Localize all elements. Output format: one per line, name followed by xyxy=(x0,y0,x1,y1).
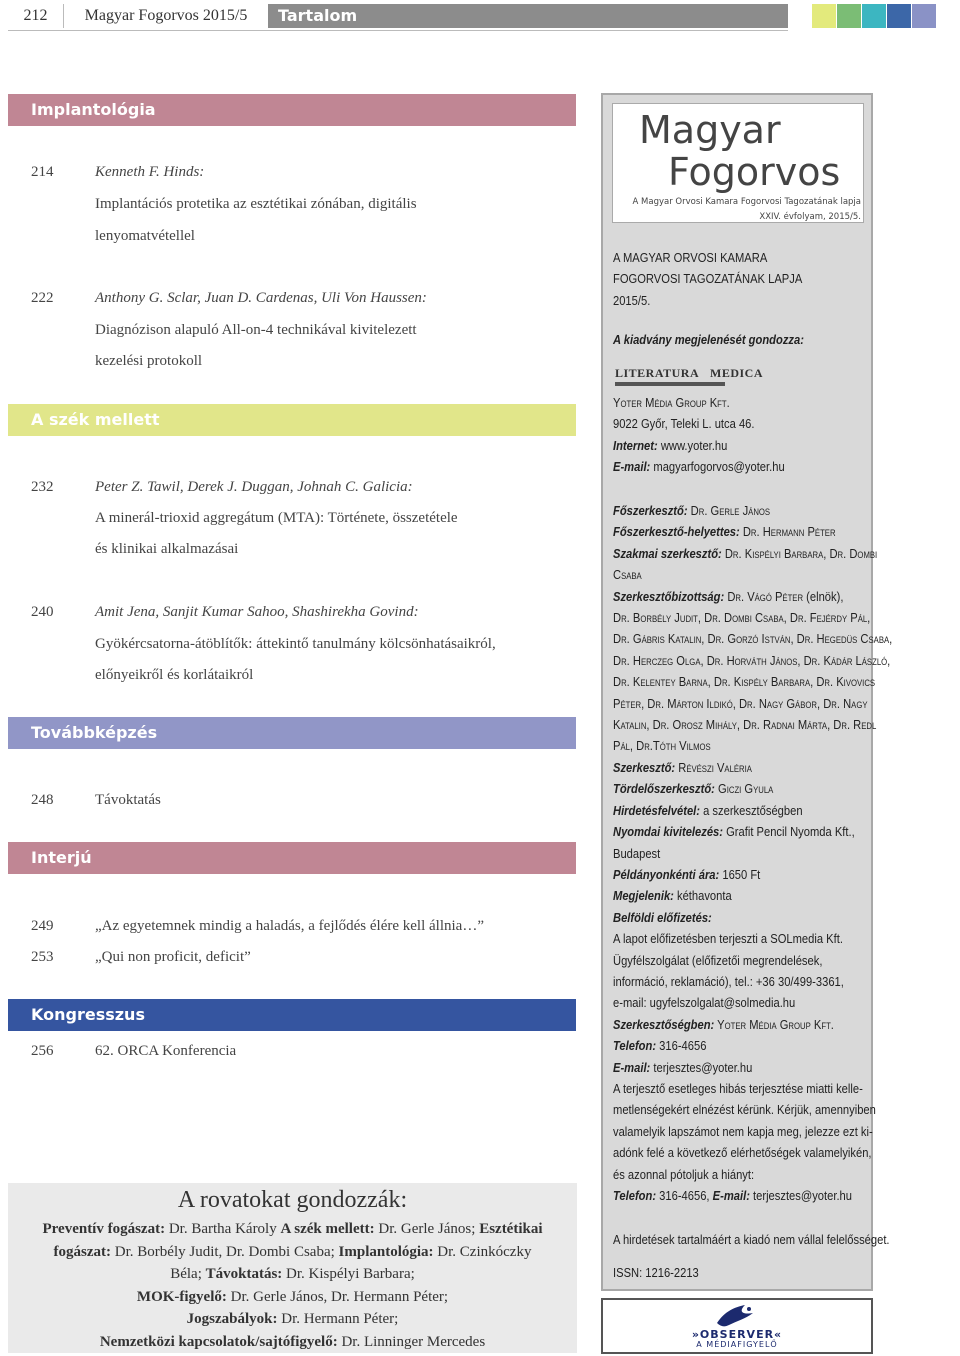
credits-line xyxy=(613,843,892,864)
column-label: A szék mellett: xyxy=(280,1221,375,1237)
masthead xyxy=(612,103,864,223)
header-divider xyxy=(8,30,788,31)
editors-box-title: A rovatokat gondozzák: xyxy=(177,1187,408,1213)
credits-block xyxy=(613,500,892,1206)
credits-value: Dr. Gerle János xyxy=(687,503,771,518)
credits-value: Péter, Dr. Márton Ildikó, Dr. Nagy Gábor, Dr. Nagy xyxy=(613,695,868,711)
credits-label: Példányonkénti ára: xyxy=(613,866,720,882)
toc-title-line[interactable]: és klinikai alkalmazásai xyxy=(95,541,239,557)
credits-line xyxy=(613,671,892,692)
toc-title-line[interactable]: Gyökércsatorna-átöblítők: áttekintő tanulmány kölcsönhatásaikról, xyxy=(95,636,496,652)
color-square xyxy=(862,4,886,28)
color-square xyxy=(912,4,936,28)
intro-line: FOGORVOSI TAGOZATÁNAK LAPJA xyxy=(613,271,803,287)
column-editor: Dr. Borbély Judit, Dr. Dombi Csaba; xyxy=(111,1243,339,1260)
intro-line: 2015/5. xyxy=(613,292,651,308)
section-bar-interju: Interjú xyxy=(8,842,576,874)
credits-value: Pál, Dr.Tóth Vilmos xyxy=(613,738,711,754)
credits-value: kéthavonta xyxy=(673,888,732,904)
observer-tagline: A MÉDIAFIGYELŐ xyxy=(696,1340,778,1349)
editors-line xyxy=(14,1308,571,1331)
credits-value: Katalin, Dr. Orosz Mihály, Dr. Radnai Márta, Dr. Redl xyxy=(613,717,877,733)
issn: ISSN: 1216-2213 xyxy=(613,1265,699,1280)
column-label: Jogszabályok: xyxy=(186,1311,278,1327)
column-label: Preventív fogászat: xyxy=(42,1221,166,1237)
credits-line xyxy=(613,1078,892,1099)
editors-line xyxy=(14,1241,571,1264)
toc-title-line[interactable]: A minerál-trioxid aggregátum (MTA): Története, összetétele xyxy=(95,510,458,526)
credits-value: 316-4656, xyxy=(656,1188,713,1203)
credits-value: és azonnal pótoljuk a hiányt: xyxy=(613,1166,755,1182)
credits-line xyxy=(613,714,892,735)
toc-title-line[interactable]: előnyeikről és korlátaikról xyxy=(95,667,254,683)
credits-value: terjesztes@yoter.hu xyxy=(749,1188,852,1203)
credits-label: E-mail: xyxy=(613,1059,651,1075)
toc-page-number: 240 xyxy=(31,604,54,620)
credits-value: (elnök), xyxy=(803,588,844,604)
credits-line xyxy=(613,1057,892,1078)
color-square xyxy=(887,4,911,28)
column-editor: Dr. Gerle János, Dr. Hermann Péter; xyxy=(226,1288,449,1305)
credits-value: Dr. Vágó Péter xyxy=(724,588,804,604)
toc-page-number: 249 xyxy=(31,918,54,934)
credits-label: Nyomdai kivitelezés: xyxy=(613,824,723,840)
toc-title-line[interactable]: „Az egyetemnek mindig a haladás, a fejlődés élére kell állnia…” xyxy=(95,918,484,934)
toc-title-line[interactable]: kezelési protokoll xyxy=(95,353,203,369)
toc-authors[interactable]: Kenneth F. Hinds: xyxy=(95,164,205,180)
credits-line xyxy=(613,928,892,949)
website-link[interactable]: www.yoter.hu xyxy=(657,437,728,453)
logo-text: LITERATURA xyxy=(615,366,700,380)
credits-line xyxy=(613,1142,892,1163)
credits-label: Szerkesztőségben: xyxy=(613,1016,715,1032)
column-editor: Dr. Bartha Károly xyxy=(165,1221,281,1237)
toc-authors[interactable]: Anthony G. Sclar, Juan D. Cardenas, Uli Von Haussen: xyxy=(95,290,427,306)
credits-line xyxy=(613,521,892,542)
editors-line xyxy=(14,1331,571,1354)
publisher-internet: Internet: www.yoter.hu xyxy=(613,437,728,453)
column-label: fogászat: xyxy=(53,1243,112,1260)
toc-title-line[interactable]: Távoktatás xyxy=(95,792,161,808)
credits-value: 1650 Ft xyxy=(719,866,761,882)
section-bar-tovabbkepzes: Továbbképzés xyxy=(8,717,576,749)
credits-label: Telefon: xyxy=(613,1188,657,1203)
credits-line xyxy=(613,1121,892,1142)
column-editor: Dr. Gerle János; xyxy=(374,1221,480,1237)
credits-line xyxy=(613,607,892,628)
credits-line xyxy=(613,693,892,714)
page-header xyxy=(0,0,960,32)
credits-value: Dr. Herczeg Olga, Dr. Horváth János, Dr. Kádár László, xyxy=(613,652,891,668)
credits-line xyxy=(613,500,892,521)
section-bar-a-szek-mellett: A szék mellett xyxy=(8,404,576,436)
credits-line xyxy=(613,735,892,756)
imprint-intro xyxy=(613,247,802,311)
color-square xyxy=(837,4,861,28)
credits-label: Belföldi előfizetés: xyxy=(613,909,712,925)
credits-value: a szerkesztőségben xyxy=(699,802,803,818)
column-editor: Dr. Kispélyi Barbara; xyxy=(282,1266,415,1282)
credits-value: adónk felé a következő elérhetőségek valamelyikén, xyxy=(613,1145,872,1161)
masthead-subtitle: A Magyar Orvosi Kamara Fogorvosi Tagozatának lapja xyxy=(632,197,861,207)
column-label: Nemzetközi kapcsolatok/sajtófigyelő: xyxy=(99,1333,338,1350)
credits-line xyxy=(613,992,892,1013)
toc-authors[interactable]: Amit Jena, Sanjit Kumar Sahoo, Shashirekha Govind: xyxy=(95,604,419,620)
publisher-address: 9022 Győr, Teleki L. utca 46. xyxy=(613,416,755,432)
credits-line xyxy=(613,800,892,821)
credits-value: Grafit Pencil Nyomda Kft., xyxy=(722,824,855,840)
editors-box-text xyxy=(8,1218,577,1353)
masthead-title-1: Magyar xyxy=(639,108,781,152)
credits-value: Révészi Valéria xyxy=(675,759,752,775)
credits-line xyxy=(613,1035,892,1056)
column-label: Implantológia: xyxy=(338,1243,434,1260)
intro-line: A MAGYAR ORVOSI KAMARA xyxy=(613,250,768,265)
section-tab: Tartalom xyxy=(268,4,788,28)
credits-label: Szakmai szerkesztő: xyxy=(613,545,722,561)
toc-authors[interactable]: Peter Z. Tawil, Derek J. Duggan, Johnah C. Galicia: xyxy=(95,479,413,495)
credits-label: Tördelőszerkesztő: xyxy=(613,781,715,797)
credits-line xyxy=(613,564,892,585)
toc-title-line[interactable]: lenyomatvétellel xyxy=(95,228,195,244)
credits-value: Dr. Hermann Péter xyxy=(739,524,836,540)
editors-line xyxy=(14,1263,571,1286)
toc-page-number: 232 xyxy=(31,479,54,495)
logo-bar xyxy=(615,382,725,386)
observer-logo xyxy=(601,1298,873,1354)
credits-value: metlenségekért elnézést kérünk. Kérjük, amennyiben xyxy=(613,1102,876,1118)
literatura-medica-logo xyxy=(615,364,765,388)
credits-line xyxy=(613,543,892,564)
toc-page-number: 248 xyxy=(31,792,54,808)
credits-line xyxy=(613,971,892,992)
credits-value: Ügyfélszolgálat (előfizetői megrendelések, xyxy=(613,952,823,968)
logo-text: MEDICA xyxy=(710,366,763,380)
credits-value: Dr. Borbély Judit, Dr. Dombi Csaba, Dr. Fejérdy Pál, xyxy=(613,610,871,626)
credits-line xyxy=(613,864,892,885)
column-label: Távoktatás: xyxy=(205,1266,283,1282)
toc-page-number: 256 xyxy=(31,1043,54,1059)
credits-value: A terjesztő esetleges hibás terjesztése miatti kelle- xyxy=(613,1080,863,1096)
toc-title-line[interactable]: Diagnózison alapuló All-on-4 technikával kivitelezett xyxy=(95,322,417,338)
toc-title-line[interactable]: 62. ORCA Konferencia xyxy=(95,1043,237,1059)
credits-label: Szerkesztőbizottság: xyxy=(613,588,725,604)
journal-title: Magyar Fogorvos 2015/5 xyxy=(84,7,248,24)
page-number: 212 xyxy=(8,4,64,28)
publisher-block xyxy=(613,392,785,478)
credits-label: Hirdetésfelvétel: xyxy=(613,802,700,818)
credits-line xyxy=(613,1014,892,1035)
credits-line xyxy=(613,821,892,842)
column-editor: Dr. Hermann Péter; xyxy=(277,1311,399,1327)
toc-title-line[interactable]: „Qui non proficit, deficit” xyxy=(95,949,251,965)
toc-page-number: 253 xyxy=(31,949,54,965)
section-bar-kongresszus: Kongresszus xyxy=(8,999,576,1031)
credits-label: Szerkesztő: xyxy=(613,759,676,775)
credits-label: Főszerkesztő: xyxy=(613,503,688,518)
toc-page-number: 214 xyxy=(31,164,54,180)
column-editor: Dr. Linninger Mercedes xyxy=(337,1333,486,1350)
credits-line xyxy=(613,885,892,906)
editors-box xyxy=(8,1183,577,1353)
credits-value: Dr. Kelentey Barna, Dr. Kispély Barbara, Dr. Kivovics xyxy=(613,674,876,690)
credits-value: 316-4656 xyxy=(656,1038,707,1054)
sponsor-label: A kiadvány megjelenését gondozza: xyxy=(613,332,804,347)
column-editor: Béla; xyxy=(170,1266,206,1282)
credits-value: valamelyik lapszámot nem kapja meg, jelezze ezt ki- xyxy=(613,1123,873,1139)
disclaimer: A hirdetések tartalmáért a kiadó nem vállal felelősséget. xyxy=(613,1232,890,1247)
credits-line xyxy=(613,950,892,971)
credits-line xyxy=(613,778,892,799)
credits-value: Yoter Média Group Kft. xyxy=(714,1016,834,1032)
credits-line xyxy=(613,650,892,671)
credits-label: E-mail: xyxy=(712,1188,750,1203)
editors-line xyxy=(14,1286,571,1309)
publisher-name: Yoter Média Group Kft. xyxy=(613,395,730,410)
credits-line xyxy=(613,757,892,778)
color-square xyxy=(812,4,836,28)
email-link[interactable]: magyarfogorvos@yoter.hu xyxy=(650,459,785,475)
credits-line xyxy=(613,907,892,928)
credits-value: Csaba xyxy=(613,567,642,583)
masthead-title-2: Fogorvos xyxy=(668,150,841,194)
bird-icon xyxy=(715,1303,759,1329)
masthead-issue: XXIV. évfolyam, 2015/5. xyxy=(759,212,861,222)
credits-line xyxy=(613,1185,892,1206)
credits-value: Dr. Gábris Katalin, Dr. Gorzó István, Dr. Hegedüs Csaba, xyxy=(613,631,893,647)
credits-line xyxy=(613,586,892,607)
toc-page-number: 222 xyxy=(31,290,54,306)
observer-name: »OBSERVER« xyxy=(691,1328,783,1341)
publisher-email: E-mail: magyarfogorvos@yoter.hu xyxy=(613,459,785,475)
credits-value: Budapest xyxy=(613,845,661,861)
credits-value: információ, reklamáció), tel.: +36 30/499-3361, xyxy=(613,973,844,989)
imprint-panel xyxy=(601,93,893,1291)
credits-label: Főszerkesztő-helyettes: xyxy=(613,524,740,540)
credits-value: e-mail: ugyfelszolgalat@solmedia.hu xyxy=(613,995,796,1011)
column-editor: Dr. Czinkóczky xyxy=(433,1243,532,1260)
section-bar-implantologia: Implantológia xyxy=(8,94,576,126)
credits-value: A lapot előfizetésben terjeszti a SOLmedia Kft. xyxy=(613,931,843,947)
column-label: Esztétikai xyxy=(479,1221,543,1237)
credits-line xyxy=(613,1099,892,1120)
credits-value: Dr. Kispélyi Barbara, Dr. Dombi xyxy=(721,545,878,561)
column-label: MOK-figyelő: xyxy=(136,1288,227,1305)
credits-label: Megjelenik: xyxy=(613,888,674,904)
credits-value: terjesztes@yoter.hu xyxy=(650,1059,753,1075)
toc-title-line[interactable]: Implantációs protetika az esztétikai zónában, digitális xyxy=(95,196,417,212)
credits-label: Telefon: xyxy=(613,1038,657,1054)
credits-value: Giczi Gyula xyxy=(714,781,774,797)
credits-line xyxy=(613,628,892,649)
editors-line xyxy=(14,1218,571,1241)
credits-line xyxy=(613,1164,892,1185)
